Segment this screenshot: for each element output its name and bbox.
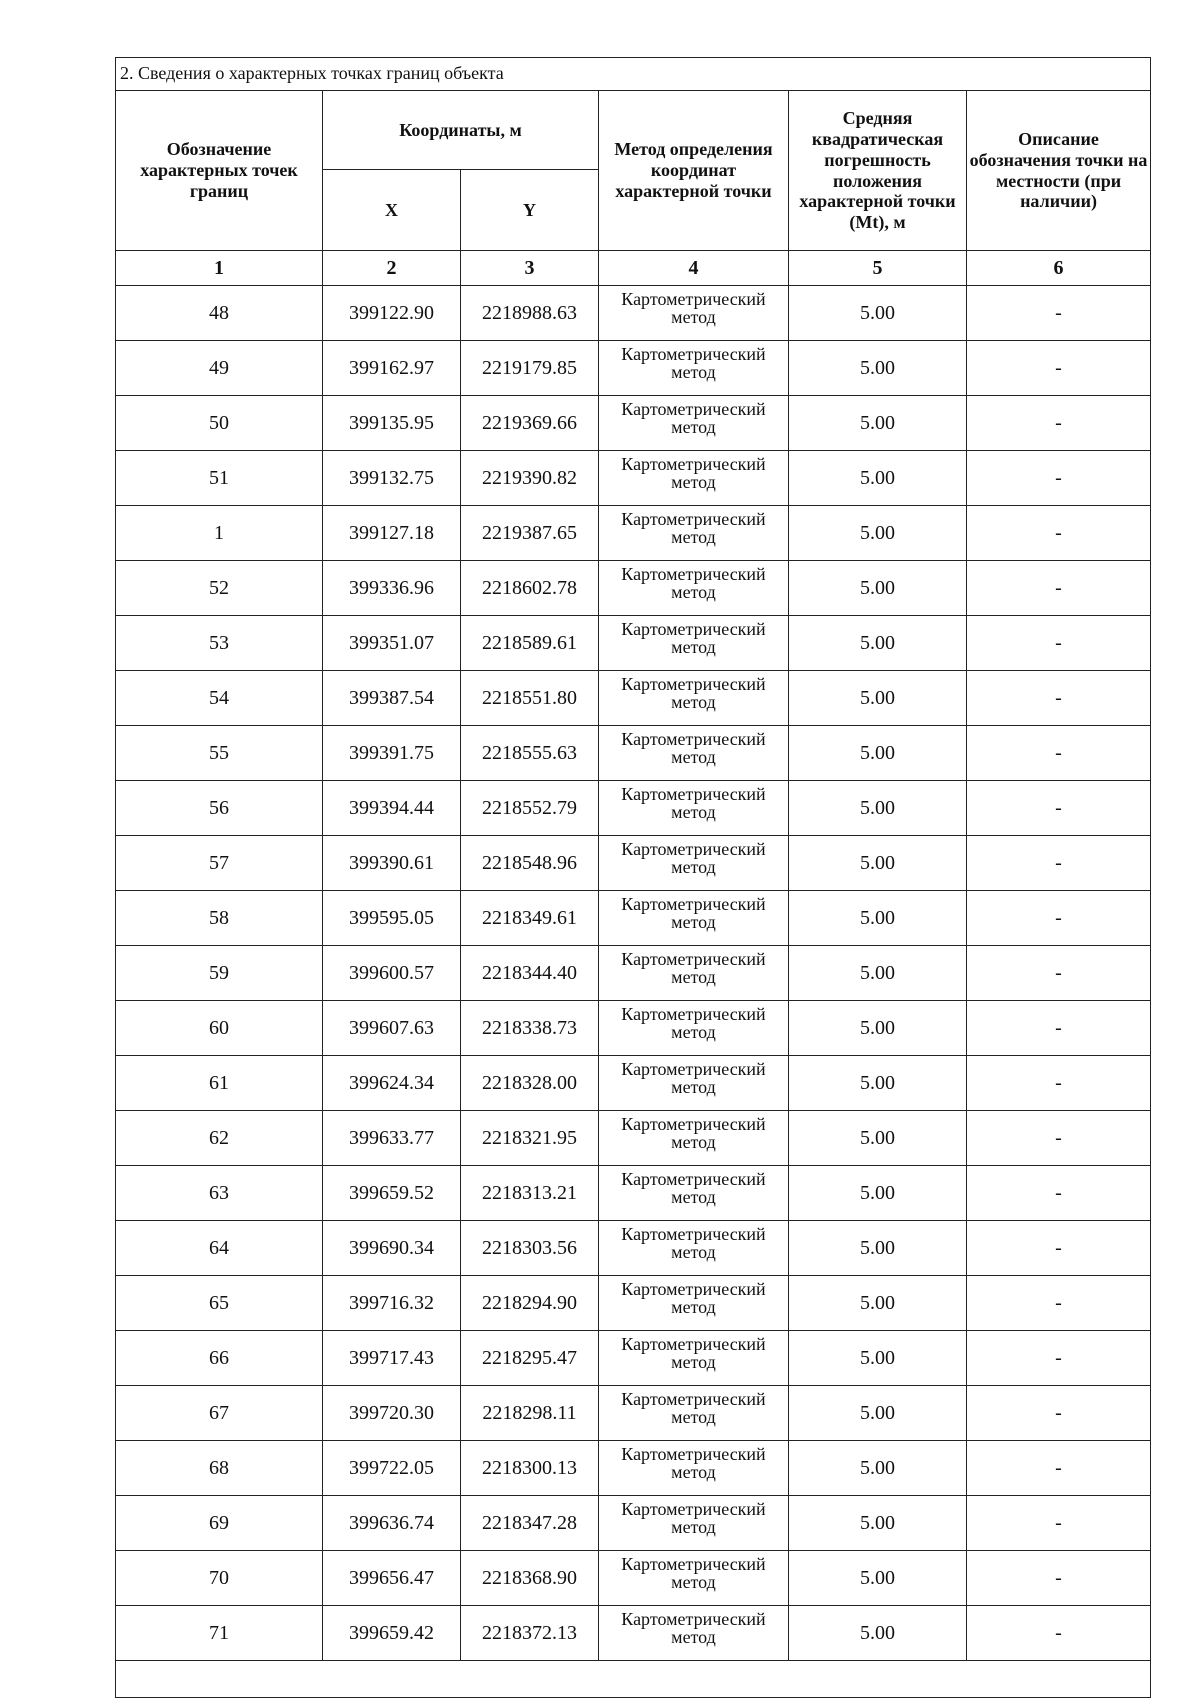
method-cell: Картометрический метод bbox=[599, 726, 789, 781]
description-cell: - bbox=[967, 561, 1151, 616]
coord-y-cell: 2218303.56 bbox=[461, 1221, 599, 1276]
description-cell: - bbox=[967, 1441, 1151, 1496]
method-cell: Картометрический метод bbox=[599, 561, 789, 616]
point-id-cell: 57 bbox=[116, 836, 323, 891]
description-cell: - bbox=[967, 616, 1151, 671]
coord-x-cell: 399624.34 bbox=[323, 1056, 461, 1111]
header-method: Метод определения координат характерной точки bbox=[599, 91, 789, 251]
description-cell: - bbox=[967, 451, 1151, 506]
point-id-cell: 1 bbox=[116, 506, 323, 561]
coord-y-cell: 2219179.85 bbox=[461, 341, 599, 396]
mean-error-cell: 5.00 bbox=[789, 1276, 967, 1331]
point-id-cell: 51 bbox=[116, 451, 323, 506]
table-row bbox=[116, 1001, 1151, 1056]
point-id-cell: 60 bbox=[116, 1001, 323, 1056]
point-id-cell: 66 bbox=[116, 1331, 323, 1386]
table-row bbox=[116, 1166, 1151, 1221]
coord-x-cell: 399122.90 bbox=[323, 286, 461, 341]
table-footer-row bbox=[116, 1661, 1151, 1698]
method-cell: Картометрический метод bbox=[599, 946, 789, 1001]
coord-x-cell: 399394.44 bbox=[323, 781, 461, 836]
coord-y-cell: 2218589.61 bbox=[461, 616, 599, 671]
description-cell: - bbox=[967, 1331, 1151, 1386]
mean-error-cell: 5.00 bbox=[789, 1441, 967, 1496]
point-id-cell: 55 bbox=[116, 726, 323, 781]
mean-error-cell: 5.00 bbox=[789, 726, 967, 781]
method-cell: Картометрический метод bbox=[599, 671, 789, 726]
coord-x-cell: 399607.63 bbox=[323, 1001, 461, 1056]
coord-x-cell: 399722.05 bbox=[323, 1441, 461, 1496]
description-cell: - bbox=[967, 1001, 1151, 1056]
method-cell: Картометрический метод bbox=[599, 286, 789, 341]
mean-error-cell: 5.00 bbox=[789, 1111, 967, 1166]
coord-x-cell: 399633.77 bbox=[323, 1111, 461, 1166]
method-cell: Картометрический метод bbox=[599, 1496, 789, 1551]
coord-x-cell: 399387.54 bbox=[323, 671, 461, 726]
point-id-cell: 53 bbox=[116, 616, 323, 671]
mean-error-cell: 5.00 bbox=[789, 671, 967, 726]
coord-y-cell: 2218295.47 bbox=[461, 1331, 599, 1386]
coord-x-cell: 399351.07 bbox=[323, 616, 461, 671]
mean-error-cell: 5.00 bbox=[789, 396, 967, 451]
description-cell: - bbox=[967, 1056, 1151, 1111]
method-cell: Картометрический метод bbox=[599, 1276, 789, 1331]
column-number: 2 bbox=[323, 251, 461, 286]
coord-x-cell: 399659.52 bbox=[323, 1166, 461, 1221]
point-id-cell: 52 bbox=[116, 561, 323, 616]
coord-y-cell: 2218555.63 bbox=[461, 726, 599, 781]
description-cell: - bbox=[967, 341, 1151, 396]
coord-y-cell: 2219369.66 bbox=[461, 396, 599, 451]
method-cell: Картометрический метод bbox=[599, 1111, 789, 1166]
method-cell: Картометрический метод bbox=[599, 1056, 789, 1111]
method-cell: Картометрический метод bbox=[599, 1441, 789, 1496]
header-y: Y bbox=[461, 170, 599, 251]
coord-y-cell: 2218321.95 bbox=[461, 1111, 599, 1166]
table-row bbox=[116, 396, 1151, 451]
coord-x-cell: 399132.75 bbox=[323, 451, 461, 506]
coord-x-cell: 399162.97 bbox=[323, 341, 461, 396]
table-row bbox=[116, 1606, 1151, 1661]
method-cell: Картометрический метод bbox=[599, 1221, 789, 1276]
point-id-cell: 48 bbox=[116, 286, 323, 341]
column-number: 1 bbox=[116, 251, 323, 286]
mean-error-cell: 5.00 bbox=[789, 836, 967, 891]
table-row bbox=[116, 781, 1151, 836]
document-page bbox=[115, 57, 1150, 1698]
table-row bbox=[116, 836, 1151, 891]
table-row bbox=[116, 1056, 1151, 1111]
coord-x-cell: 399717.43 bbox=[323, 1331, 461, 1386]
coord-x-cell: 399336.96 bbox=[323, 561, 461, 616]
method-cell: Картометрический метод bbox=[599, 1386, 789, 1441]
point-id-cell: 56 bbox=[116, 781, 323, 836]
description-cell: - bbox=[967, 1166, 1151, 1221]
mean-error-cell: 5.00 bbox=[789, 1331, 967, 1386]
mean-error-cell: 5.00 bbox=[789, 506, 967, 561]
method-cell: Картометрический метод bbox=[599, 396, 789, 451]
point-id-cell: 70 bbox=[116, 1551, 323, 1606]
method-cell: Картометрический метод bbox=[599, 1606, 789, 1661]
table-row bbox=[116, 1276, 1151, 1331]
mean-error-cell: 5.00 bbox=[789, 1386, 967, 1441]
description-cell: - bbox=[967, 836, 1151, 891]
method-cell: Картометрический метод bbox=[599, 451, 789, 506]
mean-error-cell: 5.00 bbox=[789, 1551, 967, 1606]
description-cell: - bbox=[967, 506, 1151, 561]
mean-error-cell: 5.00 bbox=[789, 451, 967, 506]
point-id-cell: 68 bbox=[116, 1441, 323, 1496]
table-row bbox=[116, 1111, 1151, 1166]
table-row bbox=[116, 1551, 1151, 1606]
coord-y-cell: 2219390.82 bbox=[461, 451, 599, 506]
point-id-cell: 50 bbox=[116, 396, 323, 451]
mean-error-cell: 5.00 bbox=[789, 1166, 967, 1221]
method-cell: Картометрический метод bbox=[599, 1331, 789, 1386]
point-id-cell: 67 bbox=[116, 1386, 323, 1441]
table-row bbox=[116, 616, 1151, 671]
mean-error-cell: 5.00 bbox=[789, 1221, 967, 1276]
point-id-cell: 62 bbox=[116, 1111, 323, 1166]
table-row bbox=[116, 1441, 1151, 1496]
description-cell: - bbox=[967, 396, 1151, 451]
coord-y-cell: 2218344.40 bbox=[461, 946, 599, 1001]
method-cell: Картометрический метод bbox=[599, 616, 789, 671]
mean-error-cell: 5.00 bbox=[789, 946, 967, 1001]
header-coordinates: Координаты, м bbox=[323, 91, 599, 170]
coord-x-cell: 399636.74 bbox=[323, 1496, 461, 1551]
description-cell: - bbox=[967, 1551, 1151, 1606]
method-cell: Картометрический метод bbox=[599, 836, 789, 891]
coord-x-cell: 399391.75 bbox=[323, 726, 461, 781]
header-description: Описание обозначения точки на местности (при наличии) bbox=[967, 91, 1151, 251]
description-cell: - bbox=[967, 1111, 1151, 1166]
coord-y-cell: 2218349.61 bbox=[461, 891, 599, 946]
point-id-cell: 64 bbox=[116, 1221, 323, 1276]
method-cell: Картометрический метод bbox=[599, 1551, 789, 1606]
table-row bbox=[116, 726, 1151, 781]
coord-y-cell: 2218368.90 bbox=[461, 1551, 599, 1606]
description-cell: - bbox=[967, 1606, 1151, 1661]
method-cell: Картометрический метод bbox=[599, 506, 789, 561]
column-number: 4 bbox=[599, 251, 789, 286]
empty-footer-cell bbox=[116, 1661, 1151, 1698]
mean-error-cell: 5.00 bbox=[789, 1606, 967, 1661]
header-x: X bbox=[323, 170, 461, 251]
coord-x-cell: 399390.61 bbox=[323, 836, 461, 891]
method-cell: Картометрический метод bbox=[599, 781, 789, 836]
coord-y-cell: 2218338.73 bbox=[461, 1001, 599, 1056]
description-cell: - bbox=[967, 1386, 1151, 1441]
boundary-points-table bbox=[115, 57, 1151, 1698]
coord-y-cell: 2218347.28 bbox=[461, 1496, 599, 1551]
method-cell: Картометрический метод bbox=[599, 891, 789, 946]
coord-y-cell: 2218552.79 bbox=[461, 781, 599, 836]
table-row bbox=[116, 671, 1151, 726]
point-id-cell: 63 bbox=[116, 1166, 323, 1221]
column-number: 5 bbox=[789, 251, 967, 286]
coord-y-cell: 2218988.63 bbox=[461, 286, 599, 341]
description-cell: - bbox=[967, 1496, 1151, 1551]
description-cell: - bbox=[967, 946, 1151, 1001]
column-number: 3 bbox=[461, 251, 599, 286]
point-id-cell: 59 bbox=[116, 946, 323, 1001]
point-id-cell: 58 bbox=[116, 891, 323, 946]
mean-error-cell: 5.00 bbox=[789, 1056, 967, 1111]
table-row bbox=[116, 1496, 1151, 1551]
description-cell: - bbox=[967, 781, 1151, 836]
description-cell: - bbox=[967, 891, 1151, 946]
coord-y-cell: 2218300.13 bbox=[461, 1441, 599, 1496]
description-cell: - bbox=[967, 671, 1151, 726]
mean-error-cell: 5.00 bbox=[789, 781, 967, 836]
header-mean-error: Средняя квадратическая погрешность положения характерной точки (Mt), м bbox=[789, 91, 967, 251]
coord-x-cell: 399135.95 bbox=[323, 396, 461, 451]
coord-x-cell: 399600.57 bbox=[323, 946, 461, 1001]
table-body bbox=[116, 286, 1151, 1661]
coord-y-cell: 2218551.80 bbox=[461, 671, 599, 726]
point-id-cell: 71 bbox=[116, 1606, 323, 1661]
coord-y-cell: 2218372.13 bbox=[461, 1606, 599, 1661]
section-title: 2. Сведения о характерных точках границ объекта bbox=[116, 58, 1151, 91]
mean-error-cell: 5.00 bbox=[789, 616, 967, 671]
coord-x-cell: 399595.05 bbox=[323, 891, 461, 946]
table-row bbox=[116, 1386, 1151, 1441]
mean-error-cell: 5.00 bbox=[789, 286, 967, 341]
method-cell: Картометрический метод bbox=[599, 1166, 789, 1221]
table-row bbox=[116, 1221, 1151, 1276]
coord-x-cell: 399659.42 bbox=[323, 1606, 461, 1661]
coord-y-cell: 2219387.65 bbox=[461, 506, 599, 561]
description-cell: - bbox=[967, 1221, 1151, 1276]
mean-error-cell: 5.00 bbox=[789, 1001, 967, 1056]
description-cell: - bbox=[967, 1276, 1151, 1331]
table-row bbox=[116, 561, 1151, 616]
header-point-designation: Обозначение характерных точек границ bbox=[116, 91, 323, 251]
table-row bbox=[116, 341, 1151, 396]
point-id-cell: 49 bbox=[116, 341, 323, 396]
coord-x-cell: 399127.18 bbox=[323, 506, 461, 561]
mean-error-cell: 5.00 bbox=[789, 891, 967, 946]
table-row bbox=[116, 286, 1151, 341]
point-id-cell: 61 bbox=[116, 1056, 323, 1111]
mean-error-cell: 5.00 bbox=[789, 341, 967, 396]
table-row bbox=[116, 451, 1151, 506]
coord-x-cell: 399690.34 bbox=[323, 1221, 461, 1276]
description-cell: - bbox=[967, 286, 1151, 341]
method-cell: Картометрический метод bbox=[599, 1001, 789, 1056]
point-id-cell: 69 bbox=[116, 1496, 323, 1551]
point-id-cell: 54 bbox=[116, 671, 323, 726]
method-cell: Картометрический метод bbox=[599, 341, 789, 396]
coord-x-cell: 399716.32 bbox=[323, 1276, 461, 1331]
table-row bbox=[116, 946, 1151, 1001]
coord-y-cell: 2218298.11 bbox=[461, 1386, 599, 1441]
coord-y-cell: 2218548.96 bbox=[461, 836, 599, 891]
point-id-cell: 65 bbox=[116, 1276, 323, 1331]
column-number-row bbox=[116, 251, 1151, 286]
coord-y-cell: 2218328.00 bbox=[461, 1056, 599, 1111]
table-row bbox=[116, 1331, 1151, 1386]
coord-y-cell: 2218313.21 bbox=[461, 1166, 599, 1221]
column-number: 6 bbox=[967, 251, 1151, 286]
table-row bbox=[116, 506, 1151, 561]
coord-y-cell: 2218294.90 bbox=[461, 1276, 599, 1331]
description-cell: - bbox=[967, 726, 1151, 781]
mean-error-cell: 5.00 bbox=[789, 561, 967, 616]
coord-y-cell: 2218602.78 bbox=[461, 561, 599, 616]
table-row bbox=[116, 891, 1151, 946]
coord-x-cell: 399656.47 bbox=[323, 1551, 461, 1606]
coord-x-cell: 399720.30 bbox=[323, 1386, 461, 1441]
mean-error-cell: 5.00 bbox=[789, 1496, 967, 1551]
